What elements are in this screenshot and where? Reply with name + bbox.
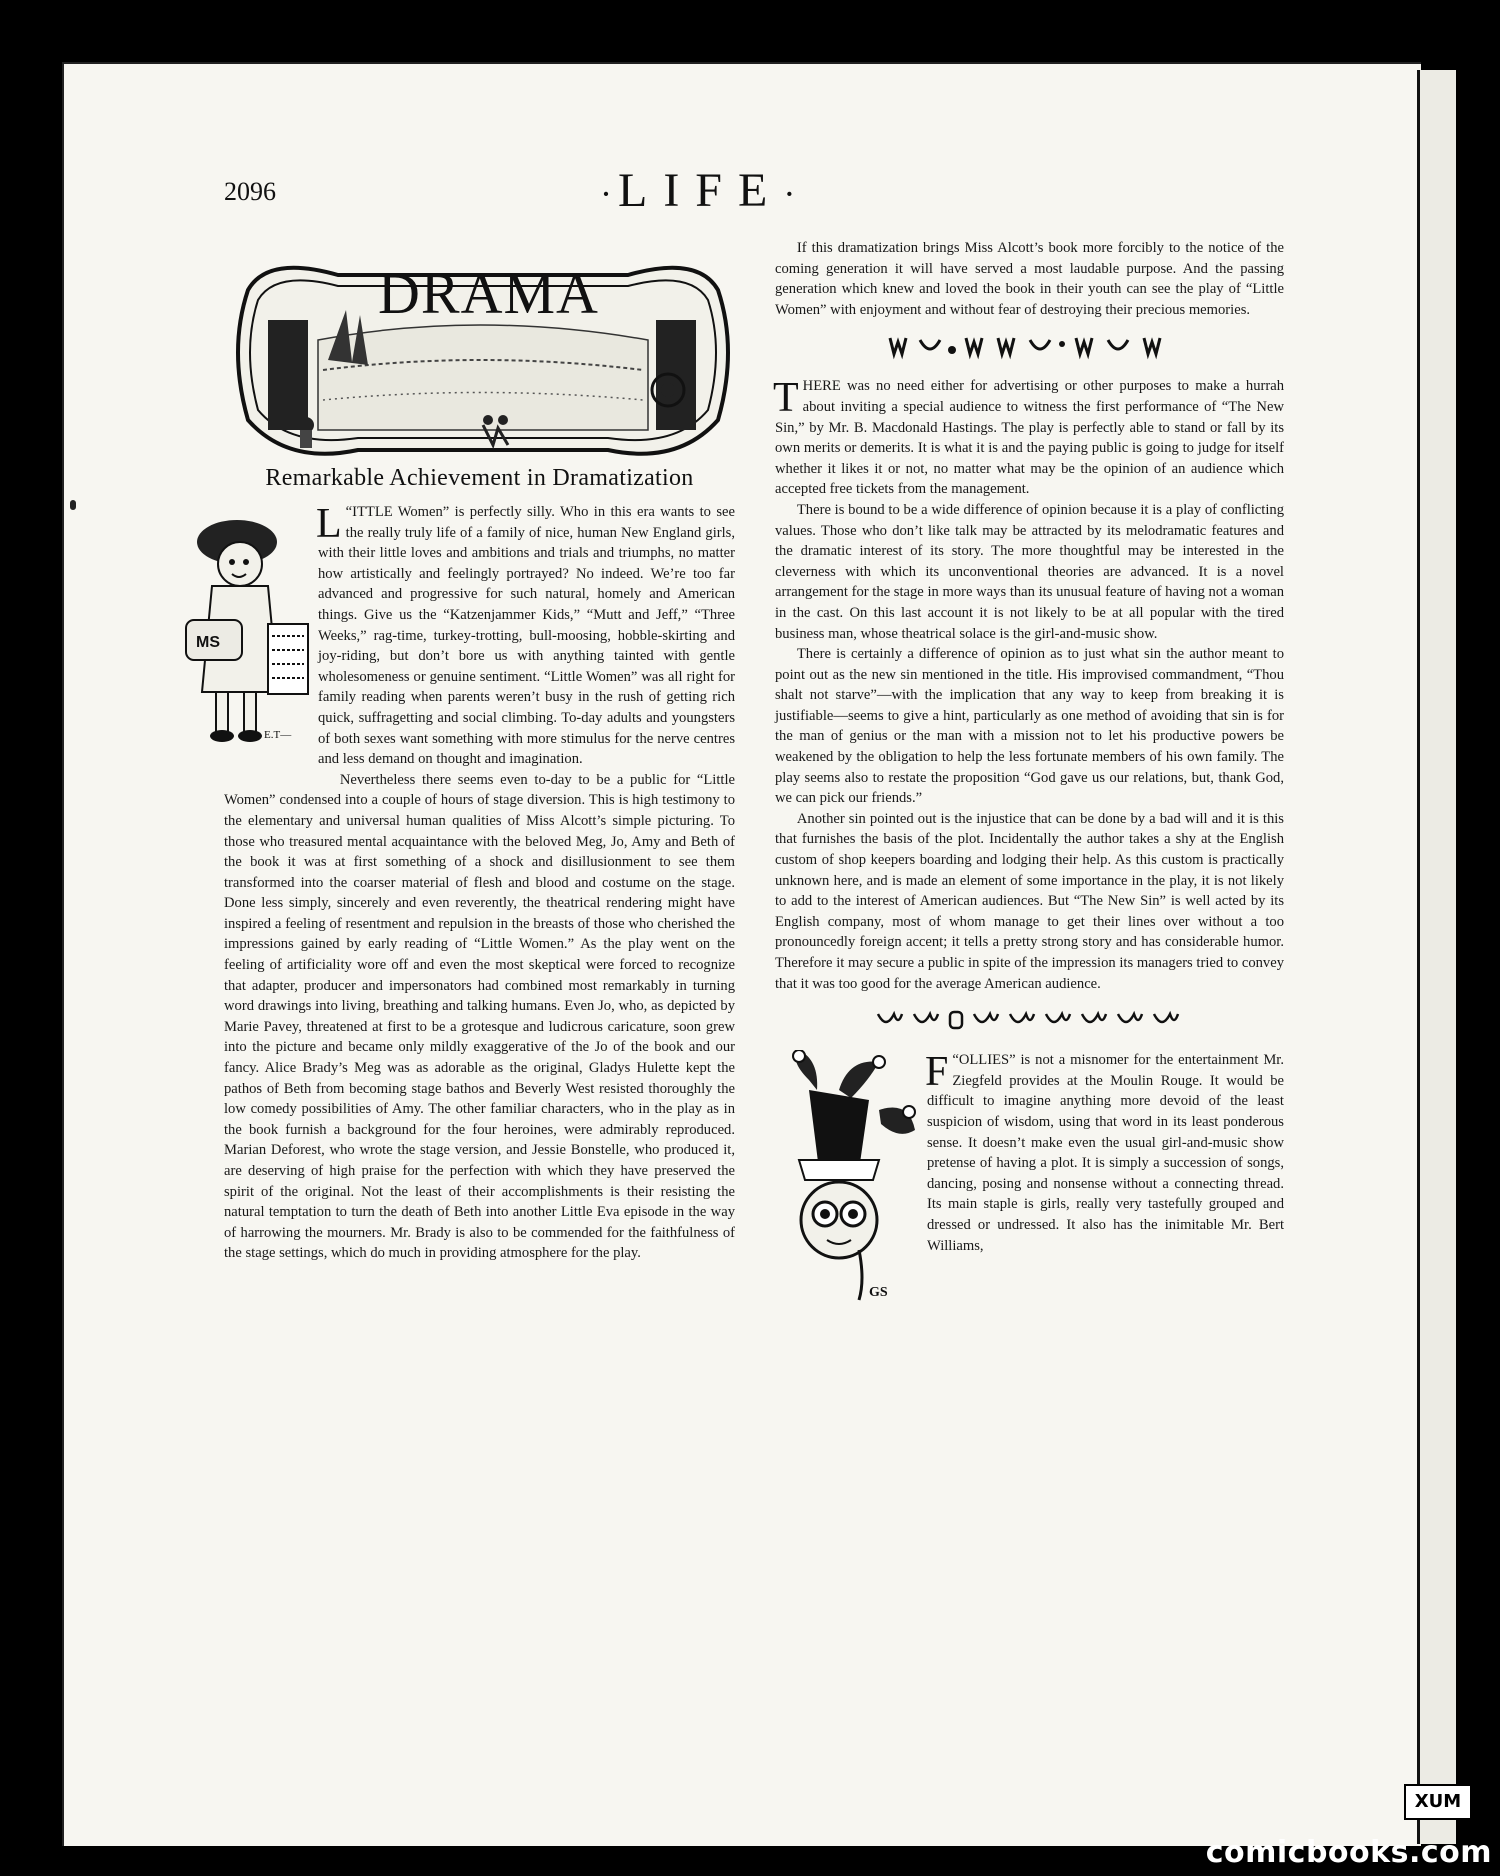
article-paragraph-2: Nevertheless there seems even to-day to be a public for “Little Women” condensed into a couple of hours of stage diversion. This is high testimony to the elementary and universal human qualities of Miss Alcott’s simple picturing. To those who treasured mental acquaintance with the beloved Meg, Jo, Amy and Beth of the book it was at first something of a shock and disillusionment to see them transformed into the coarser material of flesh and blood and costume on the stage. Done less simply, sincerely and even reverently, the theatrical rendering might have inspired a feeling of resentment and repulsion in the breasts of those who cherished the impressions gained by early reading of “Little Women.” As the play went on the feeling of artificiality wore off and even the most skeptical were forced to recognize that adapter, producer and impersonators had combined most remarkably in turning word drawings into living, breathing and talking humans. Even Jo, who, as depicted by Marie Pavey, threatened at first to be a grotesque and ludicrous caricature, soon grew into the picture and became only mildly exaggerative of the Jo of the book and our fancy. Alice Brady’s Meg was as adorable as the original, Gladys Hulette kept the pathos of Beth from becoming stage bathos and Beverly West resisted thoroughly the low comedy possibilities of Amy. The other familiar characters, who in the play as in the book furnish a background for the four heroines, were admirably reproduced. Marian Deforest, who wrote the stage version, and Jessie Bonstelle, who produced it, are deserving of high praise for the perfection with which they have preserved the spirit of the original. Not the least of their accomplishments is their resisting the natural temptation to turn the death of Beth into another Little Eva episode in the way of harrowing the mourners. Mr. Brady is also to be commended for the faithfulness of the stage settings, which do much in providing atmosphere for the play. [224,771,735,1262]
ornament-glyphs [880,332,1180,360]
article-paragraph-1: “ITTLE Women” is perfectly silly. Who in this era wants to see the really truly life of a family of nice, human New England girls, with their little loves and ambitions and trials and triumphs, no matter how artistically and feelingly portrayed? No indeed. We’re too far advanced and progressive for such natural, homely and American things. Give us the “Katzenjammer Kids,” “Mutt and Jeff,” “Three Weeks,” rag-time, turkey-trotting, bull-moosing, hobble-skirting and joy-riding, but don’t bore us with anything tainted with gentle wholesomeness or genuine sentiment. “Little Women” was all right for family reading when parents weren’t busy in the rush of getting rich quick, suffragetting and social climbing. To-day adults and youngsters of both sexes want something with more stimulus for the nerve centres and less demand on thought and imagination. [318,504,735,768]
magazine-title-text: LIFE [618,164,784,217]
new-sin-paragraph-1: HERE was no need either for advertising or other purposes to make a hurrah about inviting a special audience to witness the first performance of “The New Sin,” by Mr. B. Macdonald Hastings. The play is perfectly able to stand or fall by its own merits or demerits. It is what it is and the paying public is going to judge for itself whether it likes it or not, no matter what may be the opinion of an audience which accepted free tickets from the management. [775,378,1284,498]
intro-paragraph: If this dramatization brings Miss Alcott’s book more forcibly to the notice of the coming generation it will have served a most laudable purpose. And the passing generation which knew and loved the book in their youth can see the play of “Little Women” with enjoyment and without fear of destroying their precious memories. [775,240,1284,318]
girl-illustration-signature: E.T— [264,729,292,741]
article-headline: Remarkable Achievement in Dramatization [265,465,694,491]
article-dropcap: L [316,501,342,547]
follies-dropcap: F [925,1049,949,1096]
section-ornament [775,330,1284,362]
magazine-title: ·LIFE· [600,164,802,217]
new-sin-paragraph-3: There is certainly a difference of opinion as to just what sin the author meant to point out as the new sin mentioned in the title. His improvised commandment, “Thou shalt not starve”—with the implication that any way to keep from breaking it is justifiable—seems to give a hint, particularly as one method of avoiding that sin is for the man of genius or the man with a mission not to let his productive powers be weakened by the obligation to help the less fortunate members of his own family. The play seems also to restate the proposition “God gave us our relations, but, thank God, we can pick our friends.” [775,646,1284,807]
new-sin-paragraph-4: Another sin pointed out is the injustice that can be done by a bad will and it is this that furnishes the basis of the plot. Incidentally the author takes a shy at the English custom of shop keepers boarding and lodging their help. As this custom is practically unknown here, and is made an element of some importance in the play, it is not likely to add to the interest of American audiences. But “The New Sin” is well acted by its English company, most of whom manage to get their lines over without a too pronouncedly foreign accent; it tells a pretty strong story and has considerable humor. Therefore it may secure a public in spite of the impression its managers tried to convey that it was too good for the average American audience. [775,810,1284,992]
facing-page-edge [1417,70,1456,1844]
left-column [196,465,735,1264]
site-watermark: comicbooks.com [1205,1835,1492,1870]
follies-paragraph: “OLLIES” is not a misnomer for the entertainment Mr. Ziegfeld provides at the Moulin Rouge. It would be difficult to imagine anything more devoid of the least suspicion of wisdom, using that word in its least ponderous sense. It doesn’t make even the usual girl-and-music show pretense of having a plot. It is simply a succession of songs, dancing, posing and nonsense without a connecting thread. Its main staple is girls, really very tastefully grouped and dressed or undressed. It also has the inimitable Mr. Bert Williams, [927,1052,1284,1254]
jester-signature: GS [869,1285,888,1301]
drama-banner-title: DRAMA [378,261,599,326]
jester-illustration-art [769,1050,917,1310]
new-sin-paragraph-2: There is bound to be a wide difference of opinion because it is a play of conflicting values. Those who don’t like talk may be attracted by its melodramatic features and the dramatic interest of its story. The more thoughtful may be interested in the cleverness with which its unconventional theories are advanced. It is a novel arrangement for the stage in more ways than its unusual feature of having not a woman in the cast. On this last account it is not likely to be at all popular with the tired business man, whose theatrical solace is the girl-and-music show. [775,501,1284,642]
follies-ornament [775,1004,1284,1036]
girl-sign-text: MS [196,634,220,651]
drama-banner-illustration [228,250,738,465]
follies-ornament-glyphs [870,1006,1190,1034]
jester-illustration [769,1050,917,1310]
archive-tag: XUM [1404,1784,1472,1820]
right-column [775,238,1284,1310]
girl-illustration-art [182,502,310,786]
page-number: 2096 [224,177,276,206]
binding-mark [70,500,76,510]
girl-with-sign-illustration [182,502,310,786]
new-sin-dropcap: T [773,375,799,422]
